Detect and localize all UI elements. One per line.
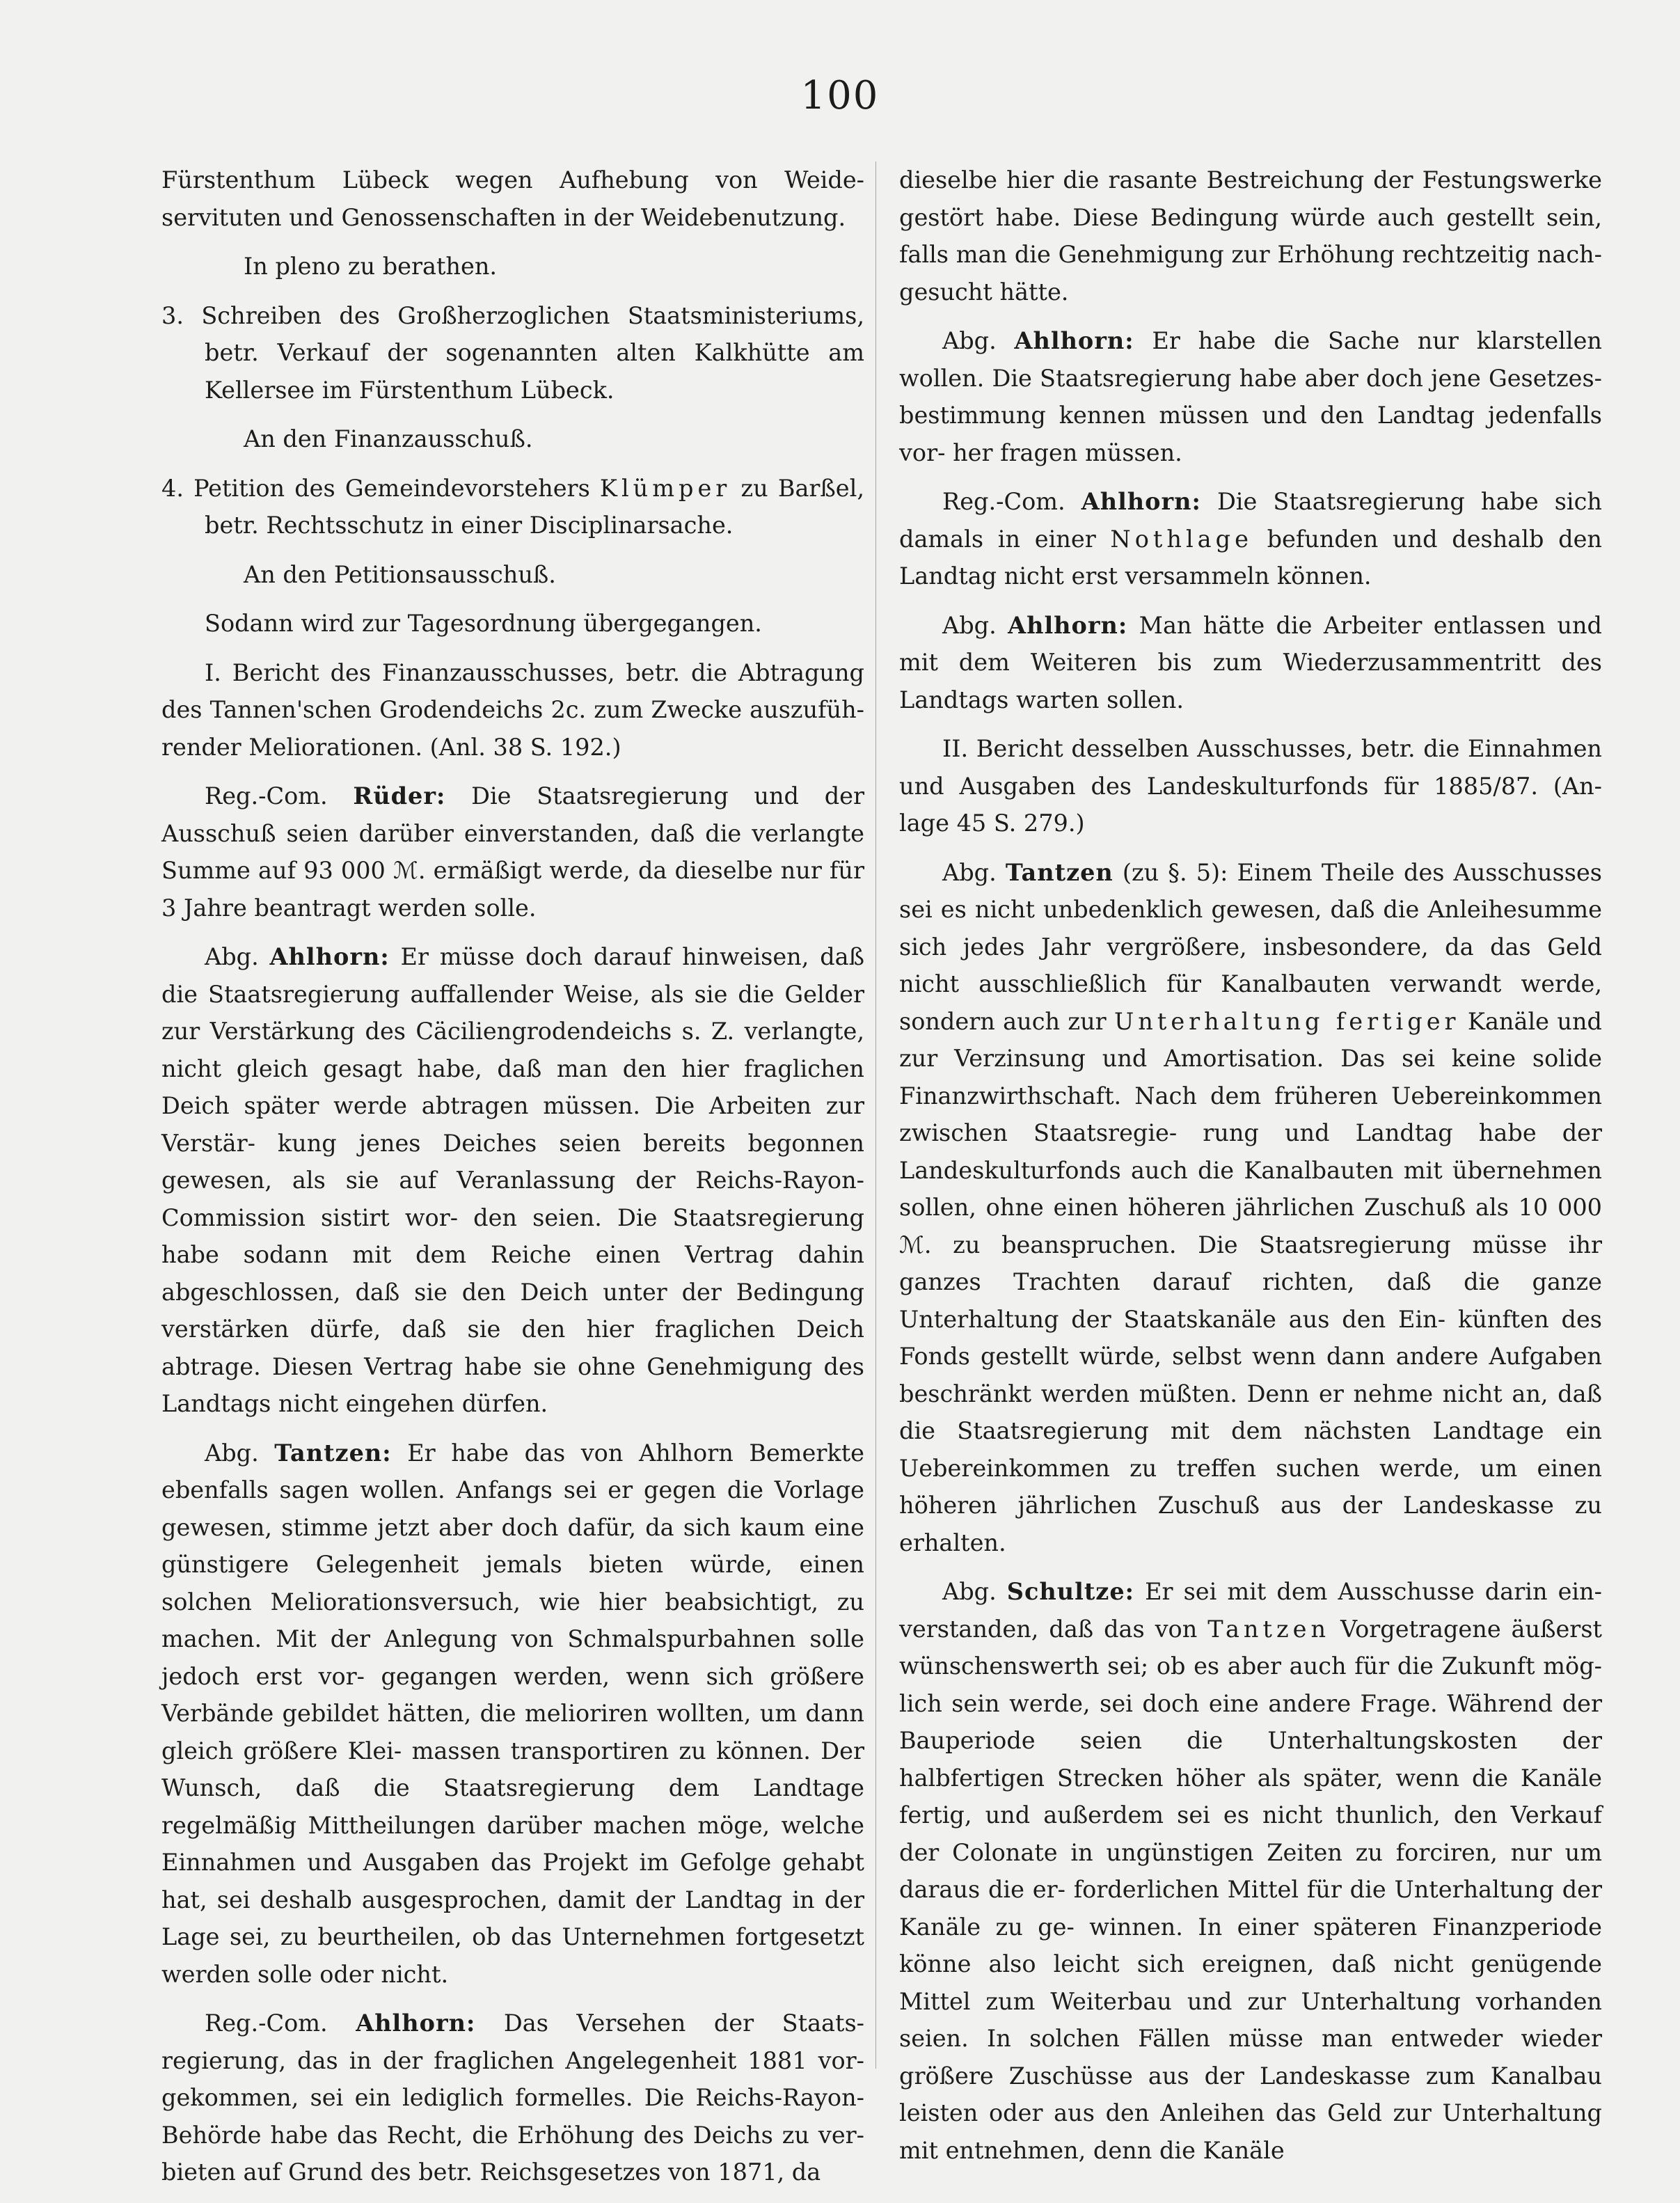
- speaker-role: Abg.: [942, 611, 997, 639]
- speaker-name: Tantzen:: [274, 1439, 392, 1467]
- speech-text: Kanäle und zur Verzinsung und Amortisation. Das sei keine solide Finanzwirthschaft. Nach dem früheren Uebereinkommen zwischen Staatsregie- rung und Landtag habe der Landeskulturfonds auch die Kanalbauten mit übernehmen sollen, ohne einen höheren jährlichen Zuschuß als 10 000 ℳ. zu beanspruchen. Die Staatsregierung müsse ihr ganzes Trachten darauf richten, daß die ganze Unterhaltung der Staatskanäle aus den Ein- künften des Fonds gestellt würde, selbst wenn dann andere Aufgaben beschränkt werden müßten. Denn er nehme nicht an, daß die Staatsregierung mit dem nächsten Landtage ein Uebereinkommen zu treffen suchen werde, um einen höheren jährlichen Zuschuß aus der Landeskasse zu erhalten.: [899, 1007, 1602, 1556]
- speaker-name: Schultze:: [1006, 1578, 1135, 1605]
- spaced-word: Nothlage: [1110, 525, 1253, 553]
- spaced-name: Tantzen: [1207, 1615, 1331, 1643]
- speech-text: (zu §. 5): Einem Theile des Ausschusses sei es nicht unbedenklich gewesen, daß die Anleihesumme sich jedes Jahr vergrößere, insbesondere, da das Geld nicht ausschließlich für Kanalbauten verwandt werde, sondern auch zur: [899, 858, 1603, 1035]
- speaker-name: Ahlhorn:: [1014, 327, 1134, 354]
- speaker-role: Reg.-Com.: [942, 488, 1065, 515]
- speech-text: befunden und deshalb den Landtag nicht erst versammeln können.: [899, 525, 1602, 590]
- speech-paragraph: [161, 2005, 864, 2191]
- speaker-role: Reg.-Com.: [205, 2009, 328, 2037]
- speaker-role: Abg.: [205, 943, 259, 970]
- spaced-word: Unterhaltung fertiger: [1114, 1007, 1460, 1035]
- paragraph: Sodann wird zur Tagesordnung übergegangen.: [205, 610, 762, 637]
- speech-text: Er habe die Sache nur klarstellen wollen. Die Staatsregierung habe aber doch jene Gesetzes- bestimmung kennen müssen und den Landtag jedenfalls vor- her fragen müssen.: [899, 327, 1603, 466]
- right-column: [899, 161, 1602, 2181]
- speaker-name: Ahlhorn:: [1081, 488, 1201, 515]
- speaker-name: Tantzen: [1005, 858, 1114, 886]
- speech-paragraph: [161, 777, 864, 926]
- directive: An den Petitionsausschuß.: [244, 560, 556, 588]
- speaker-role: Abg.: [942, 1578, 997, 1605]
- speech-paragraph: [899, 1573, 1602, 2169]
- left-column: [161, 161, 864, 2203]
- speaker-name: Ahlhorn:: [269, 943, 390, 970]
- speech-text: Das Versehen der Staats- regierung, das in der fraglichen Angelegenheit 1881 vor- gekommen, sei ein lediglich formelles. Die Reichs-Rayon- Behörde habe das Recht, die Erhöhung des Deichs zu ver- bieten auf Grund des betr. Reichsgesetzes von 1871, da: [161, 2009, 864, 2186]
- speech-paragraph: [899, 483, 1602, 595]
- speech-paragraph: [899, 854, 1602, 1562]
- speech-text: Er müsse doch darauf hinweisen, daß die Staatsregierung auffallender Weise, als sie die Gelder zur Verstärkung des Cäciliengrodendeichs s. Z. verlangte, nicht gleich gesagt habe, daß man den hier fraglichen Deich später werde abtragen müssen. Die Arbeiten zur Verstär- kung jenes Deiches seien bereits begonnen gewesen, als sie auf Veranlassung der Reichs-Rayon-Commission sistirt wor- den seien. Die Staatsregierung habe sodann mit dem Reiche einen Vertrag dahin abgeschlossen, daß sie den Deich unter der Bedingung verstärken dürfe, daß sie den hier fraglichen Deich abtrage. Diesen Vertrag habe sie ohne Genehmigung des Landtags nicht eingehen dürfen.: [161, 943, 864, 1417]
- speech-paragraph: [161, 938, 864, 1423]
- directive: In pleno zu berathen.: [244, 253, 498, 280]
- text: 4. Petition des Gemeindevorstehers: [161, 474, 590, 502]
- speaker-role: Abg.: [205, 1439, 259, 1467]
- text: zu Barßel, betr. Rechtsschutz in einer Disciplinarsache.: [205, 474, 864, 539]
- speech-text: Er habe das von Ahlhorn Bemerkte ebenfalls sagen wollen. Anfangs sei er gegen die Vorlage gewesen, stimme jetzt aber doch dafür, da sich kaum eine günstigere Gelegenheit jemals bieten würde, einen solchen Meliorationsversuch, wie hier beabsichtigt, zu machen. Mit der Anlegung von Schmalspurbahnen solle jedoch erst vor- gegangen werden, wenn sich größere Verbände gebildet hätten, die melioriren wollten, um dann gleich größere Klei- massen transportiren zu können. Der Wunsch, daß die Staatsregierung dem Landtage regelmäßig Mittheilungen darüber machen möge, welche Einnahmen und Ausgaben das Projekt im Gefolge gehabt hat, sei deshalb ausgesprochen, damit der Landtag in der Lage sei, zu beurtheilen, ob das Unternehmen fortgesetzt werden solle oder nicht.: [161, 1439, 864, 1988]
- directive: An den Finanzausschuß.: [244, 425, 533, 452]
- numbered-item: 3. Schreiben des Großherzoglichen Staatsministeriums, betr. Verkauf der sogenannten alten Kalkhütte am Kellersee im Fürstenthum Lübeck.: [161, 301, 864, 404]
- speech-text: Vorgetragene äußerst wünschenswerth sei; ob es aber auch für die Zukunft mög- lich sein werde, sei doch eine andere Frage. Während der Bauperiode seien die Unterhaltungskosten der halbfertigen Strecken höher als später, wenn die Kanäle fertig, und außerdem sei es nicht thunlich, den Verkauf der Colonate in ungünstigen Zeiten zu forciren, nur um daraus die er- forderlichen Mittel für die Unterhaltung der Kanäle zu ge- winnen. In einer späteren Finanzperiode könne also leicht sich ereignen, daß nicht genügende Mittel zum Weiterbau und zur Unterhaltung vorhanden seien. In solchen Fällen müsse man entweder wieder größere Zuschüsse aus der Landeskasse zum Kanalbau leisten oder aus den Anleihen das Geld zur Unterhaltung mit entnehmen, denn die Kanäle: [899, 1615, 1602, 2164]
- paragraph: II. Bericht desselben Ausschusses, betr. die Einnahmen und Ausgaben des Landeskulturfonds für 1885/87. (An- lage 45 S. 279.): [899, 735, 1602, 837]
- spaced-name: Klümper: [599, 474, 731, 502]
- speech-text: Man hätte die Arbeiter entlassen und mit dem Weiteren bis zum Wiederzusammentritt des Landtags warten sollen.: [899, 611, 1603, 713]
- column-divider: [875, 161, 876, 2069]
- speaker-name: Ahlhorn:: [356, 2009, 476, 2037]
- speech-paragraph: [899, 607, 1602, 719]
- page-number: 100: [800, 73, 880, 118]
- paragraph: Fürstenthum Lübeck wegen Aufhebung von Weide- servituten und Genossenschaften in der Weidebenutzung.: [161, 166, 864, 231]
- numbered-item: [161, 470, 864, 544]
- speech-text: Die Staatsregierung habe sich damals in einer: [899, 488, 1602, 553]
- speech-paragraph: [161, 1435, 864, 1993]
- paragraph: I. Bericht des Finanzausschusses, betr. die Abtragung des Tannen'schen Grodendeichs 2c. zum Zwecke auszufüh- render Meliorationen. (Anl. 38 S. 192.): [161, 658, 864, 761]
- speaker-name: Ahlhorn:: [1008, 611, 1128, 639]
- paragraph: dieselbe hier die rasante Bestreichung der Festungswerke gestört habe. Diese Bedingung würde auch gestellt sein, falls man die Genehmigung zur Erhöhung rechtzeitig nach- gesucht hätte.: [899, 166, 1602, 306]
- speech-text: Die Staatsregierung und der Ausschuß seien darüber einverstanden, daß die verlangte Summe auf 93 000 ℳ. ermäßigt werde, da dieselbe nur für 3 Jahre beantragt werden solle.: [161, 782, 865, 922]
- speaker-role: Abg.: [942, 327, 997, 354]
- speaker-role: Reg.-Com.: [205, 782, 328, 810]
- speech-paragraph: [899, 322, 1602, 471]
- speaker-name: Rüder:: [353, 782, 446, 810]
- speech-text: Er sei mit dem Ausschusse darin ein- verstanden, daß das von: [899, 1578, 1603, 1643]
- speaker-role: Abg.: [942, 858, 997, 886]
